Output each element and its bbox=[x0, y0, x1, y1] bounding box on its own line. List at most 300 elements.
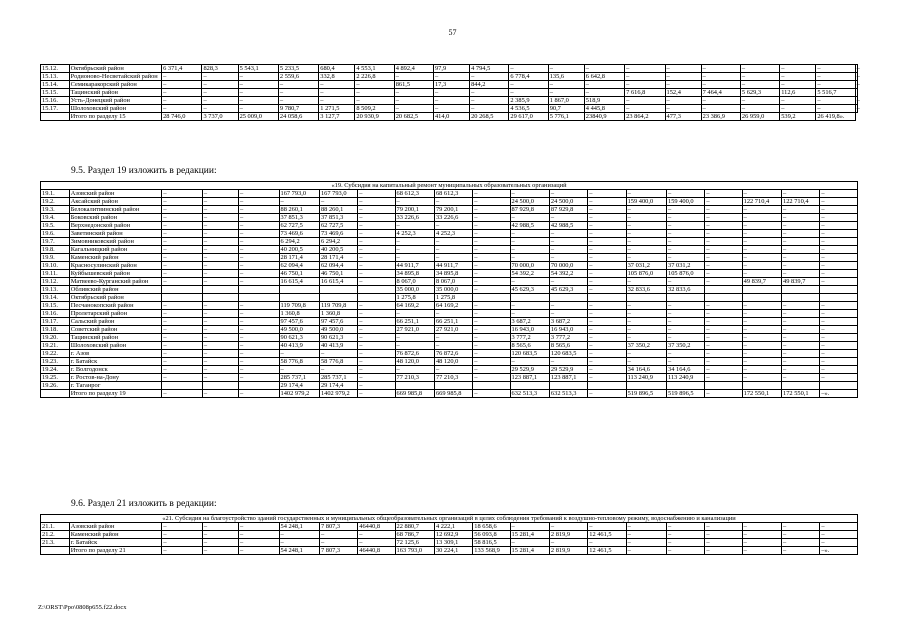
value-cell: 844,2 bbox=[470, 81, 509, 89]
value-cell: – bbox=[742, 206, 781, 214]
row-name-cell: Сальский район bbox=[69, 318, 162, 326]
value-cell: – bbox=[705, 222, 742, 230]
value-cell: – bbox=[202, 326, 238, 334]
value-cell bbox=[820, 286, 858, 294]
value-cell: – bbox=[742, 190, 781, 198]
value-cell: – bbox=[588, 358, 626, 366]
value-cell: – bbox=[162, 198, 202, 206]
value-cell: – bbox=[782, 342, 820, 350]
value-cell bbox=[239, 286, 279, 294]
row-number-cell: 21.1. bbox=[41, 523, 70, 531]
value-cell: 285 737,1 bbox=[279, 374, 319, 382]
value-cell: – bbox=[705, 358, 742, 366]
value-cell: 9 780,7 bbox=[278, 105, 318, 113]
value-cell: – bbox=[820, 539, 858, 547]
row-number-cell bbox=[41, 390, 70, 398]
value-cell: 46440,8 bbox=[358, 523, 395, 531]
value-cell: – bbox=[820, 334, 858, 342]
value-cell: – bbox=[202, 89, 238, 97]
value-cell: 40 200,5 bbox=[319, 246, 357, 254]
value-cell bbox=[782, 294, 820, 302]
value-cell: 2 559,6 bbox=[278, 73, 318, 81]
value-cell: 113 240,9 bbox=[667, 374, 705, 382]
value-cell: – bbox=[394, 105, 433, 113]
value-cell bbox=[202, 294, 238, 302]
value-cell: 28 171,4 bbox=[279, 254, 319, 262]
value-cell: – bbox=[238, 97, 278, 105]
value-cell: – bbox=[433, 73, 469, 81]
value-cell: – bbox=[705, 278, 742, 286]
value-cell: 3 777,2 bbox=[549, 334, 587, 342]
value-cell: 1 360,8 bbox=[319, 310, 357, 318]
value-cell: 7 807,3 bbox=[319, 523, 357, 531]
value-cell: – bbox=[740, 105, 779, 113]
value-cell: – bbox=[395, 238, 434, 246]
value-cell: – bbox=[705, 238, 742, 246]
value-cell: – bbox=[238, 81, 278, 89]
row-number-cell: 21.2. bbox=[41, 531, 70, 539]
table-row bbox=[41, 302, 858, 310]
value-cell: 34 895,8 bbox=[434, 270, 472, 278]
value-cell: – bbox=[162, 97, 202, 105]
value-cell: 172 550,1 bbox=[782, 390, 820, 398]
table-row bbox=[41, 254, 858, 262]
value-cell: 29 617,0 bbox=[509, 113, 548, 121]
value-cell: – bbox=[665, 65, 701, 73]
value-cell: – bbox=[279, 350, 319, 358]
value-cell: 49 500,0 bbox=[279, 326, 319, 334]
value-cell: – bbox=[358, 310, 395, 318]
value-cell: – bbox=[705, 539, 742, 547]
table-row bbox=[41, 89, 858, 97]
row-name-cell: г. Ростов-на-Дону bbox=[69, 374, 162, 382]
table-section-title: «21. Субсидия на благоустройство зданий государственных и муниципальных общеобразовательных организаций в целях соблюдения требований к воздушно-тепловому режиму, водоснабжению и канализации bbox=[41, 515, 858, 523]
value-cell: – bbox=[588, 238, 626, 246]
value-cell: 25 009,0 bbox=[238, 113, 278, 121]
value-cell bbox=[279, 294, 319, 302]
row-number-cell: 19.13. bbox=[41, 286, 70, 294]
value-cell: 35 000,0 bbox=[434, 286, 472, 294]
value-cell: – bbox=[780, 65, 816, 73]
value-cell: – bbox=[588, 222, 626, 230]
value-cell: – bbox=[162, 523, 202, 531]
row-name-cell: Итого по разделу 21 bbox=[69, 547, 162, 555]
value-cell: – bbox=[782, 539, 820, 547]
value-cell: – bbox=[705, 342, 742, 350]
value-cell: – bbox=[820, 214, 858, 222]
value-cell: – bbox=[820, 358, 858, 366]
value-cell: – bbox=[742, 342, 781, 350]
value-cell: – bbox=[626, 246, 666, 254]
value-cell: 30 224,1 bbox=[434, 547, 472, 555]
value-cell: 45 629,3 bbox=[549, 286, 587, 294]
value-cell: – bbox=[202, 230, 238, 238]
value-cell: – bbox=[202, 547, 238, 555]
value-cell: – bbox=[238, 73, 278, 81]
value-cell: 539,2 bbox=[780, 113, 816, 121]
value-cell bbox=[319, 286, 357, 294]
value-cell: 34 895,8 bbox=[395, 270, 434, 278]
value-cell: – bbox=[705, 390, 742, 398]
value-cell: 88 260,1 bbox=[319, 206, 357, 214]
row-name-cell: Матвеево-Курганский район bbox=[69, 278, 162, 286]
value-cell: 28 171,4 bbox=[319, 254, 357, 262]
row-number-cell: 19.22. bbox=[41, 350, 70, 358]
value-cell: – bbox=[395, 222, 434, 230]
value-cell: 414,0 bbox=[433, 113, 469, 121]
value-cell: – bbox=[358, 390, 395, 398]
value-cell: – bbox=[705, 366, 742, 374]
value-cell: – bbox=[856, 81, 860, 88]
value-cell: 477,3 bbox=[665, 113, 701, 121]
value-cell: – bbox=[667, 334, 705, 342]
row-number-cell: 19.15. bbox=[41, 302, 70, 310]
value-cell: 105 876,0 bbox=[626, 270, 666, 278]
value-cell: – bbox=[239, 206, 279, 214]
value-cell bbox=[820, 382, 858, 390]
value-cell: – bbox=[162, 206, 202, 214]
value-cell: – bbox=[782, 374, 820, 382]
value-cell: – bbox=[162, 302, 202, 310]
value-cell: 152,4 bbox=[665, 89, 701, 97]
value-cell: – bbox=[705, 310, 742, 318]
value-cell: 20 682,5 bbox=[394, 113, 433, 121]
table-row bbox=[41, 334, 858, 342]
value-cell: – bbox=[395, 334, 434, 342]
value-cell bbox=[626, 382, 666, 390]
value-cell bbox=[855, 89, 857, 97]
value-cell: 861,5 bbox=[394, 81, 433, 89]
value-cell: 88 260,1 bbox=[279, 206, 319, 214]
value-cell bbox=[395, 382, 434, 390]
value-cell: – bbox=[279, 539, 319, 547]
value-cell: – bbox=[473, 342, 510, 350]
value-cell: – bbox=[162, 270, 202, 278]
table-row bbox=[41, 246, 858, 254]
value-cell: 24 058,6 bbox=[278, 113, 318, 121]
value-cell: 16 615,4 bbox=[279, 278, 319, 286]
value-cell: – bbox=[665, 81, 701, 89]
value-cell: – bbox=[780, 105, 816, 113]
value-cell: – bbox=[742, 374, 781, 382]
value-cell: – bbox=[319, 366, 357, 374]
value-cell: – bbox=[742, 254, 781, 262]
row-name-cell: Пролетарский район bbox=[69, 310, 162, 318]
value-cell: 46 750,1 bbox=[319, 270, 357, 278]
value-cell: – bbox=[510, 358, 549, 366]
value-cell: – bbox=[473, 190, 510, 198]
row-number-cell: 19.25. bbox=[41, 374, 70, 382]
value-cell: 1 271,5 bbox=[319, 105, 355, 113]
value-cell: – bbox=[510, 523, 549, 531]
value-cell: 29 174,4 bbox=[279, 382, 319, 390]
value-cell: – bbox=[588, 246, 626, 254]
value-cell: – bbox=[667, 278, 705, 286]
value-cell: – bbox=[358, 222, 395, 230]
value-cell: – bbox=[279, 198, 319, 206]
value-cell: – bbox=[626, 206, 666, 214]
value-cell: 518,9 bbox=[584, 97, 624, 105]
value-cell: 332,8 bbox=[319, 73, 355, 81]
value-cell: – bbox=[162, 374, 202, 382]
row-name-cell: Каменский район bbox=[69, 254, 162, 262]
table-row bbox=[41, 390, 858, 398]
value-cell: – bbox=[202, 358, 238, 366]
value-cell: – bbox=[473, 310, 510, 318]
row-number-cell: 19.17. bbox=[41, 318, 70, 326]
value-cell: – bbox=[588, 230, 626, 238]
value-cell: 54 392,2 bbox=[549, 270, 587, 278]
value-cell: – bbox=[588, 342, 626, 350]
value-cell: 40 200,5 bbox=[279, 246, 319, 254]
value-cell: – bbox=[473, 334, 510, 342]
value-cell: 18 658,6 bbox=[473, 523, 510, 531]
value-cell: 8 509,2 bbox=[355, 105, 394, 113]
value-cell: 1402 979,2 bbox=[279, 390, 319, 398]
value-cell bbox=[782, 286, 820, 294]
value-cell: – bbox=[162, 262, 202, 270]
value-cell: – bbox=[510, 190, 549, 198]
value-cell: – bbox=[584, 65, 624, 73]
value-cell: 4 252,3 bbox=[395, 230, 434, 238]
value-cell: – bbox=[509, 65, 548, 73]
value-cell: – bbox=[395, 254, 434, 262]
value-cell: 632 513,3 bbox=[510, 390, 549, 398]
row-name-cell: г. Таганрог bbox=[69, 382, 162, 390]
value-cell: – bbox=[588, 318, 626, 326]
value-cell: 73 469,6 bbox=[319, 230, 357, 238]
value-cell: 669 985,8 bbox=[395, 390, 434, 398]
value-cell: – bbox=[358, 302, 395, 310]
value-cell: – bbox=[202, 302, 238, 310]
value-cell: – bbox=[740, 73, 779, 81]
value-cell: – bbox=[473, 238, 510, 246]
value-cell: – bbox=[701, 65, 740, 73]
row-number-cell: 19.18. bbox=[41, 326, 70, 334]
row-name-cell: Октябрьский район bbox=[69, 294, 162, 302]
value-cell: – bbox=[434, 254, 472, 262]
row-number-cell: 19.9. bbox=[41, 254, 70, 262]
value-cell: 23 386,9 bbox=[701, 113, 740, 121]
value-cell: 32 833,6 bbox=[667, 286, 705, 294]
value-cell: 4 553,1 bbox=[355, 65, 394, 73]
value-cell bbox=[667, 382, 705, 390]
value-cell: –». bbox=[820, 390, 858, 398]
value-cell: – bbox=[820, 190, 858, 198]
value-cell: – bbox=[239, 230, 279, 238]
value-cell: – bbox=[202, 310, 238, 318]
value-cell: 34 164,6 bbox=[626, 366, 666, 374]
value-cell bbox=[358, 286, 395, 294]
value-cell: – bbox=[780, 97, 816, 105]
value-cell: – bbox=[358, 358, 395, 366]
value-cell: – bbox=[395, 310, 434, 318]
value-cell: 48 120,0 bbox=[395, 358, 434, 366]
value-cell: – bbox=[667, 246, 705, 254]
value-cell: – bbox=[705, 374, 742, 382]
row-number-cell: 19.2. bbox=[41, 198, 70, 206]
value-cell: 58 776,8 bbox=[319, 358, 357, 366]
table-row bbox=[41, 97, 858, 105]
value-cell: – bbox=[239, 547, 279, 555]
value-cell: – bbox=[588, 254, 626, 262]
value-cell: – bbox=[667, 350, 705, 358]
value-cell: – bbox=[358, 270, 395, 278]
value-cell: – bbox=[394, 73, 433, 81]
value-cell: – bbox=[358, 342, 395, 350]
table-section-title: «19. Субсидия на капитальный ремонт муниципальных образовательных организаций bbox=[41, 182, 858, 190]
table-row bbox=[41, 198, 858, 206]
row-name-cell: Шолоховский район bbox=[69, 105, 161, 113]
value-cell: 123 887,1 bbox=[510, 374, 549, 382]
value-cell: 8 067,0 bbox=[395, 278, 434, 286]
value-cell: – bbox=[202, 523, 238, 531]
value-cell: – bbox=[358, 238, 395, 246]
value-cell: – bbox=[665, 97, 701, 105]
value-cell: – bbox=[279, 366, 319, 374]
value-cell: 4 445,8 bbox=[584, 105, 624, 113]
value-cell: 44 911,7 bbox=[434, 262, 472, 270]
table-section-19 bbox=[40, 181, 858, 398]
value-cell: – bbox=[202, 105, 238, 113]
value-cell: – bbox=[667, 302, 705, 310]
value-cell: – bbox=[588, 366, 626, 374]
value-cell: – bbox=[510, 214, 549, 222]
value-cell: – bbox=[355, 89, 394, 97]
value-cell: 40 413,9 bbox=[279, 342, 319, 350]
table-row bbox=[41, 358, 858, 366]
value-cell: – bbox=[510, 238, 549, 246]
value-cell: – bbox=[588, 206, 626, 214]
value-cell: 632 513,3 bbox=[549, 390, 587, 398]
value-cell bbox=[239, 382, 279, 390]
value-cell: – bbox=[239, 310, 279, 318]
value-cell: – bbox=[434, 222, 472, 230]
value-cell: – bbox=[434, 342, 472, 350]
value-cell: – bbox=[742, 523, 781, 531]
value-cell: – bbox=[588, 374, 626, 382]
table-row bbox=[41, 238, 858, 246]
value-cell: – bbox=[238, 105, 278, 113]
row-number-cell: 21.3. bbox=[41, 539, 70, 547]
value-cell: – bbox=[625, 81, 665, 89]
value-cell: – bbox=[665, 105, 701, 113]
value-cell: – bbox=[782, 238, 820, 246]
value-cell: – bbox=[358, 539, 395, 547]
value-cell: 5 516,7 bbox=[816, 89, 855, 97]
value-cell: – bbox=[667, 190, 705, 198]
value-cell: 12 461,5 bbox=[588, 547, 626, 555]
value-cell: – bbox=[705, 190, 742, 198]
value-cell bbox=[705, 286, 742, 294]
value-cell: – bbox=[667, 310, 705, 318]
value-cell: – bbox=[742, 262, 781, 270]
value-cell: 42 988,5 bbox=[510, 222, 549, 230]
value-cell bbox=[705, 294, 742, 302]
value-cell bbox=[742, 382, 781, 390]
value-cell: – bbox=[473, 214, 510, 222]
value-cell: – bbox=[626, 523, 666, 531]
value-cell: – bbox=[820, 523, 858, 531]
value-cell: – bbox=[278, 81, 318, 89]
value-cell: – bbox=[705, 262, 742, 270]
value-cell: – bbox=[820, 238, 858, 246]
value-cell: – bbox=[742, 531, 781, 539]
value-cell: – bbox=[780, 73, 816, 81]
table-body bbox=[41, 65, 858, 121]
value-cell: – bbox=[667, 238, 705, 246]
value-cell: 37 031,2 bbox=[626, 262, 666, 270]
row-name-cell: Итого по разделу 15 bbox=[69, 113, 161, 121]
value-cell: – bbox=[782, 190, 820, 198]
value-cell: 37 350,2 bbox=[626, 342, 666, 350]
value-cell: – bbox=[667, 531, 705, 539]
value-cell: 33 226,6 bbox=[434, 214, 472, 222]
value-cell: – bbox=[626, 222, 666, 230]
value-cell: 4 536,5 bbox=[509, 105, 548, 113]
value-cell: – bbox=[473, 230, 510, 238]
value-cell: – bbox=[202, 270, 238, 278]
value-cell: 35 000,0 bbox=[395, 286, 434, 294]
value-cell: – bbox=[820, 278, 858, 286]
value-cell: 135,6 bbox=[548, 73, 584, 81]
value-cell: 519 896,5 bbox=[667, 390, 705, 398]
row-name-cell: г. Батайск bbox=[69, 358, 162, 366]
value-cell: – bbox=[549, 302, 587, 310]
value-cell: 28 746,0 bbox=[162, 113, 202, 121]
value-cell: – bbox=[434, 238, 472, 246]
value-cell: – bbox=[238, 89, 278, 97]
value-cell: – bbox=[705, 334, 742, 342]
row-number-cell: 15.17. bbox=[41, 105, 70, 113]
value-cell: – bbox=[473, 278, 510, 286]
value-cell: 27 921,0 bbox=[395, 326, 434, 334]
table-row bbox=[41, 230, 858, 238]
value-cell: 87 929,8 bbox=[510, 206, 549, 214]
value-cell: 29 529,9 bbox=[510, 366, 549, 374]
value-cell: – bbox=[705, 246, 742, 254]
value-cell: – bbox=[202, 262, 238, 270]
value-cell: 58 776,8 bbox=[279, 358, 319, 366]
row-number-cell: 19.24. bbox=[41, 366, 70, 374]
value-cell: – bbox=[510, 230, 549, 238]
value-cell: 29 174,4 bbox=[319, 382, 357, 390]
value-cell: 2 226,8 bbox=[355, 73, 394, 81]
value-cell: – bbox=[202, 246, 238, 254]
value-cell: – bbox=[395, 198, 434, 206]
row-number-cell: 19.14. bbox=[41, 294, 70, 302]
table-row bbox=[41, 105, 858, 113]
value-cell: 167 793,0 bbox=[279, 190, 319, 198]
value-cell: 5 543,1 bbox=[238, 65, 278, 73]
value-cell: – bbox=[202, 342, 238, 350]
value-cell: – bbox=[782, 531, 820, 539]
value-cell: – bbox=[470, 89, 509, 97]
value-cell: – bbox=[549, 523, 587, 531]
value-cell: – bbox=[510, 246, 549, 254]
table-header-row bbox=[41, 515, 858, 523]
value-cell: – bbox=[742, 302, 781, 310]
value-cell: – bbox=[705, 350, 742, 358]
value-cell: – bbox=[358, 198, 395, 206]
value-cell: 90 621,3 bbox=[279, 334, 319, 342]
value-cell: 62 727,5 bbox=[279, 222, 319, 230]
value-cell: – bbox=[473, 222, 510, 230]
value-cell: – bbox=[162, 89, 202, 97]
value-cell: – bbox=[742, 539, 781, 547]
value-cell bbox=[434, 382, 472, 390]
value-cell: 8 565,6 bbox=[510, 342, 549, 350]
